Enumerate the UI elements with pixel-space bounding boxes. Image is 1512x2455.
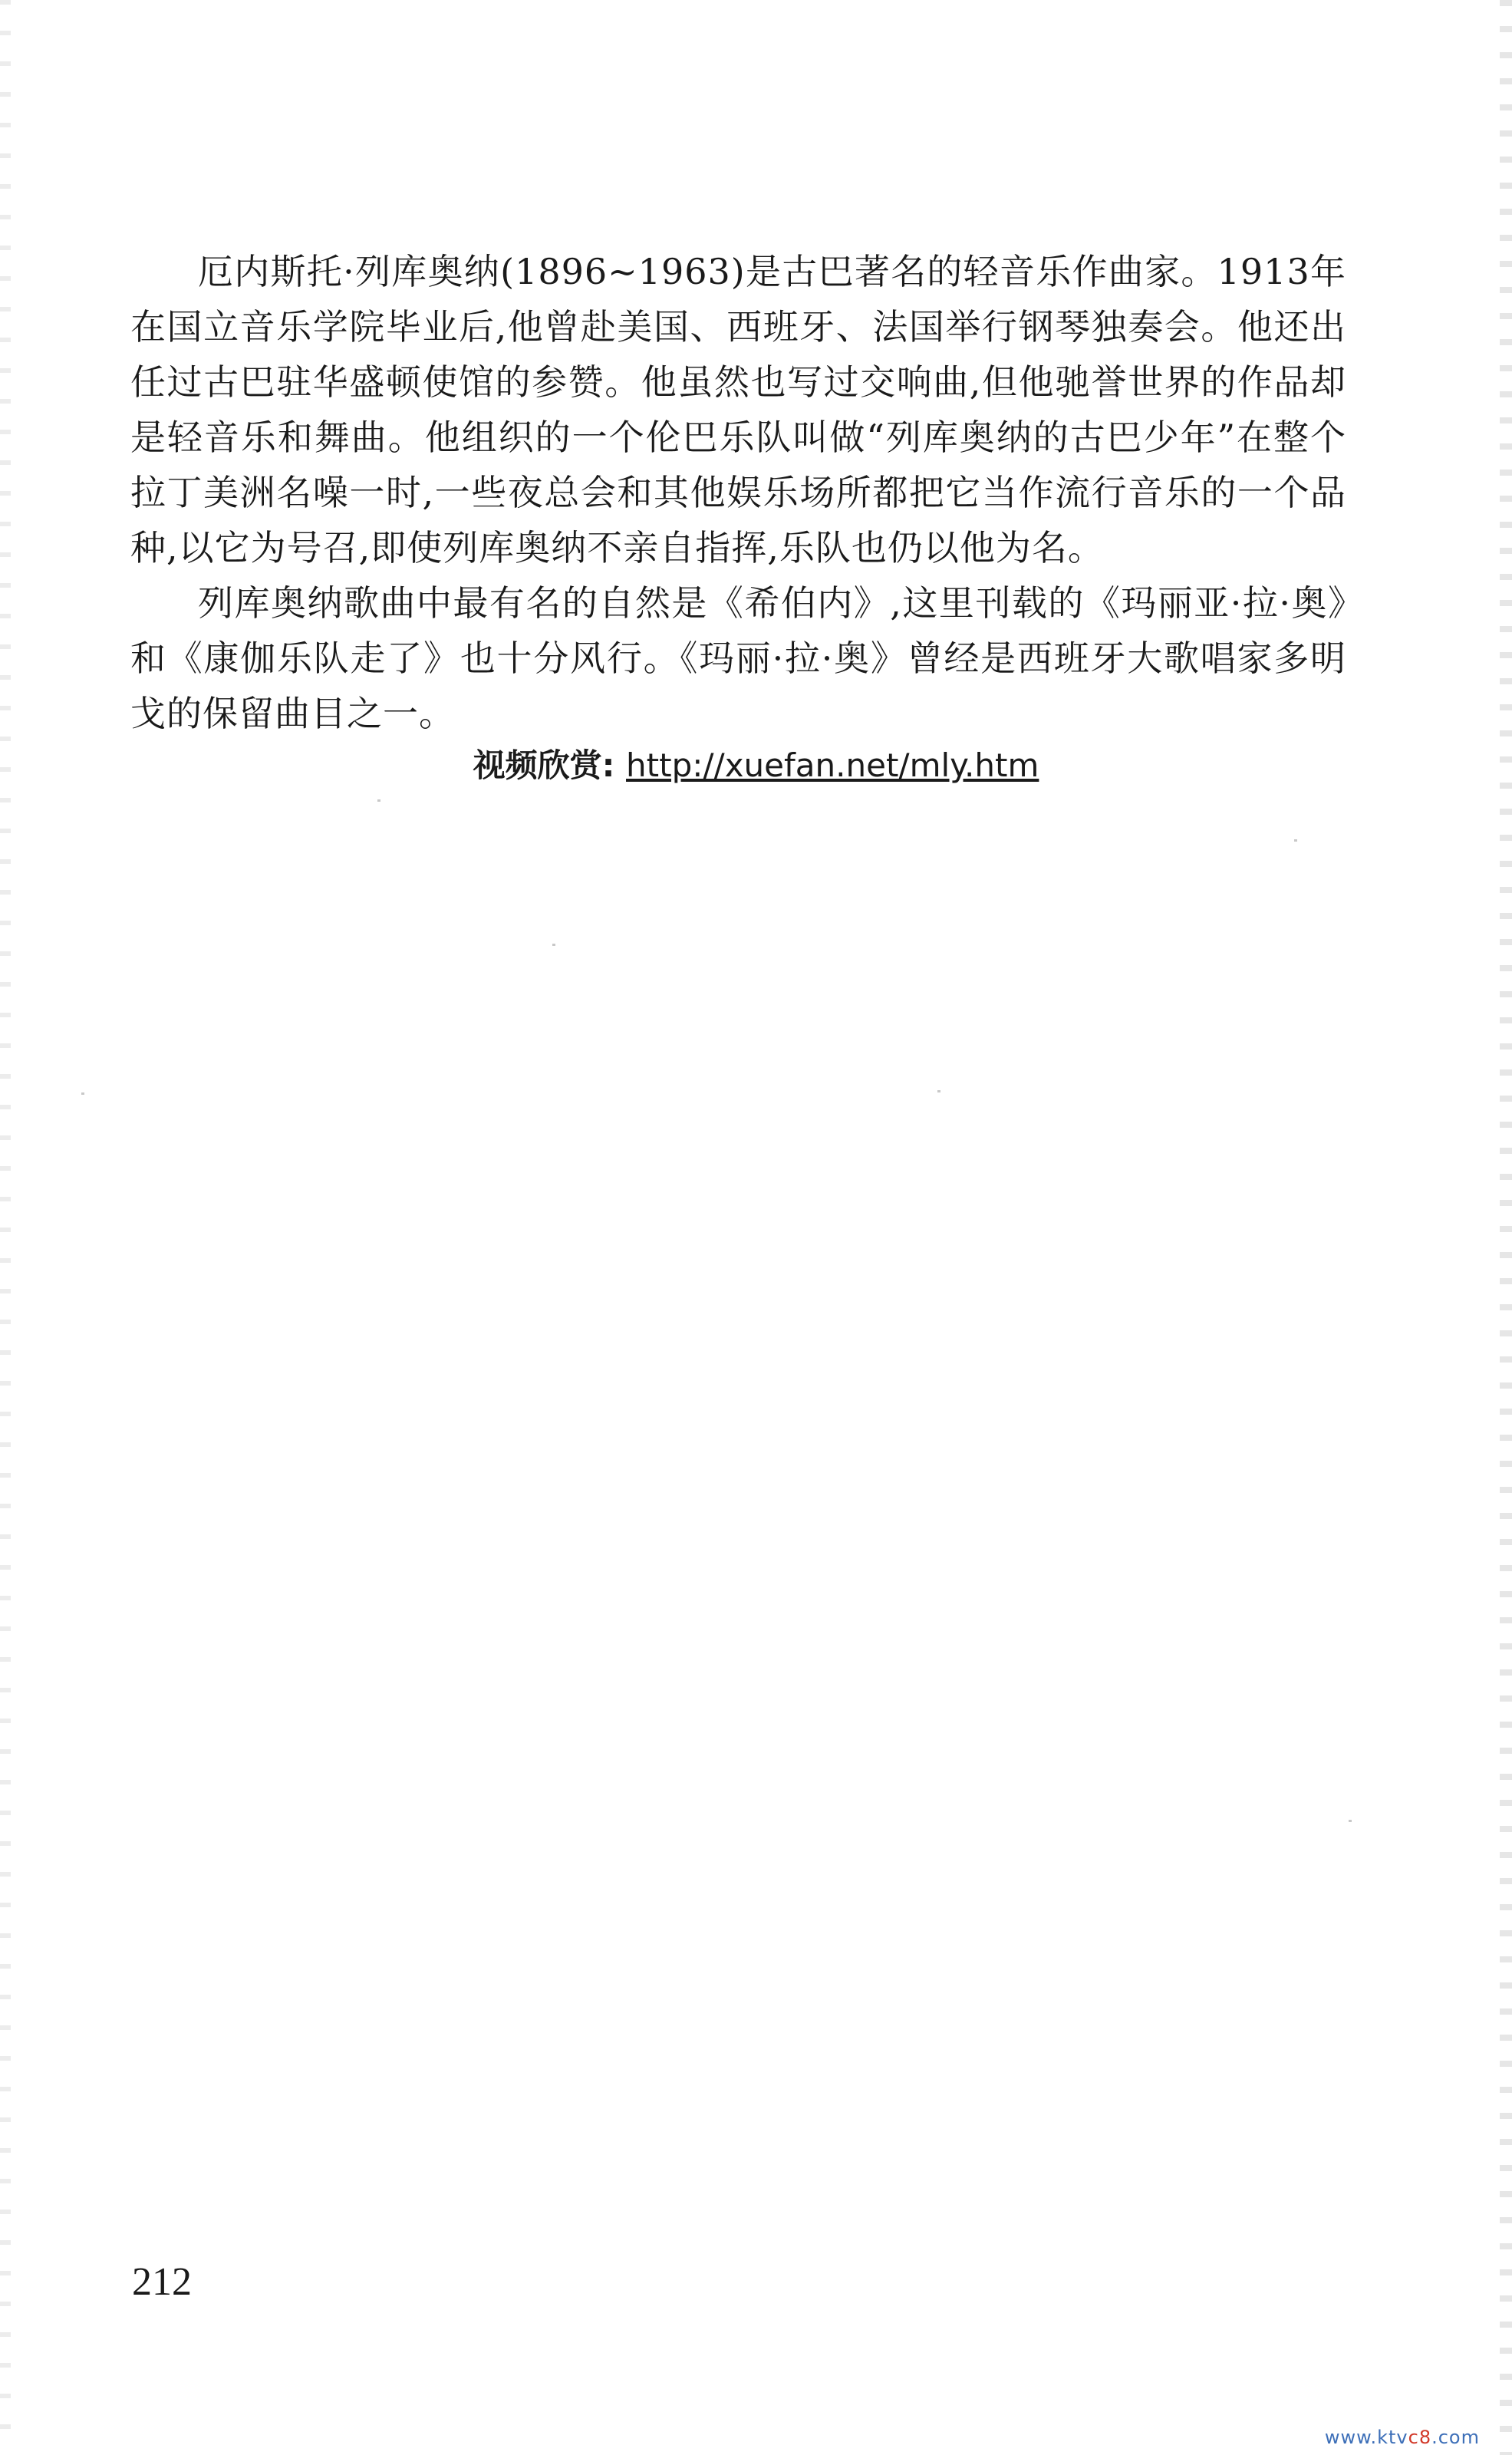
watermark-part-c: .com — [1431, 2427, 1480, 2448]
scan-speck — [937, 1090, 940, 1092]
scan-speck — [377, 799, 380, 802]
watermark-part-a: www.ktv — [1324, 2427, 1408, 2448]
scan-speck — [1294, 839, 1297, 842]
article-body — [130, 244, 1346, 741]
article-paragraph-2: 列库奥纳歌曲中最有名的自然是《希伯内》,这里刊载的《玛丽亚·拉·奥》和《康伽乐队走了》也十分风行。《玛丽·拉·奥》曾经是西班牙大歌唱家多明戈的保留曲目之一。 — [130, 582, 1346, 734]
article-paragraph-1: 厄内斯托·列库奥纳(1896~1963)是古巴著名的轻音乐作曲家。1913年在国立音乐学院毕业后,他曾赴美国、西班牙、法国举行钢琴独奏会。他还出任过古巴驻华盛顿使馆的参赞。他虽然也写过交响曲,但他驰誉世界的作品却是轻音乐和舞曲。他组织的一个伦巴乐队叫做“列库奥纳的古巴少年”在整个拉丁美洲名噪一时,一些夜总会和其他娱乐场所都把它当作流行音乐的一个品种,以它为号召,即使列库奥纳不亲自指挥,乐队也仍以他为名。 — [130, 251, 1346, 568]
left-scan-margin — [0, 0, 11, 2455]
scan-speck — [552, 944, 555, 946]
watermark-part-b: c8 — [1408, 2427, 1432, 2448]
site-watermark — [1325, 2427, 1480, 2448]
video-link[interactable]: http://xuefan.net/mly.htm — [626, 746, 1039, 784]
scan-speck — [81, 1092, 84, 1095]
scan-speck — [1349, 1820, 1352, 1822]
page-number: 212 — [132, 2260, 192, 2304]
video-appreciation-line — [0, 740, 1512, 786]
video-label: 视频欣赏: — [473, 746, 615, 784]
right-scan-margin — [1500, 0, 1512, 2455]
